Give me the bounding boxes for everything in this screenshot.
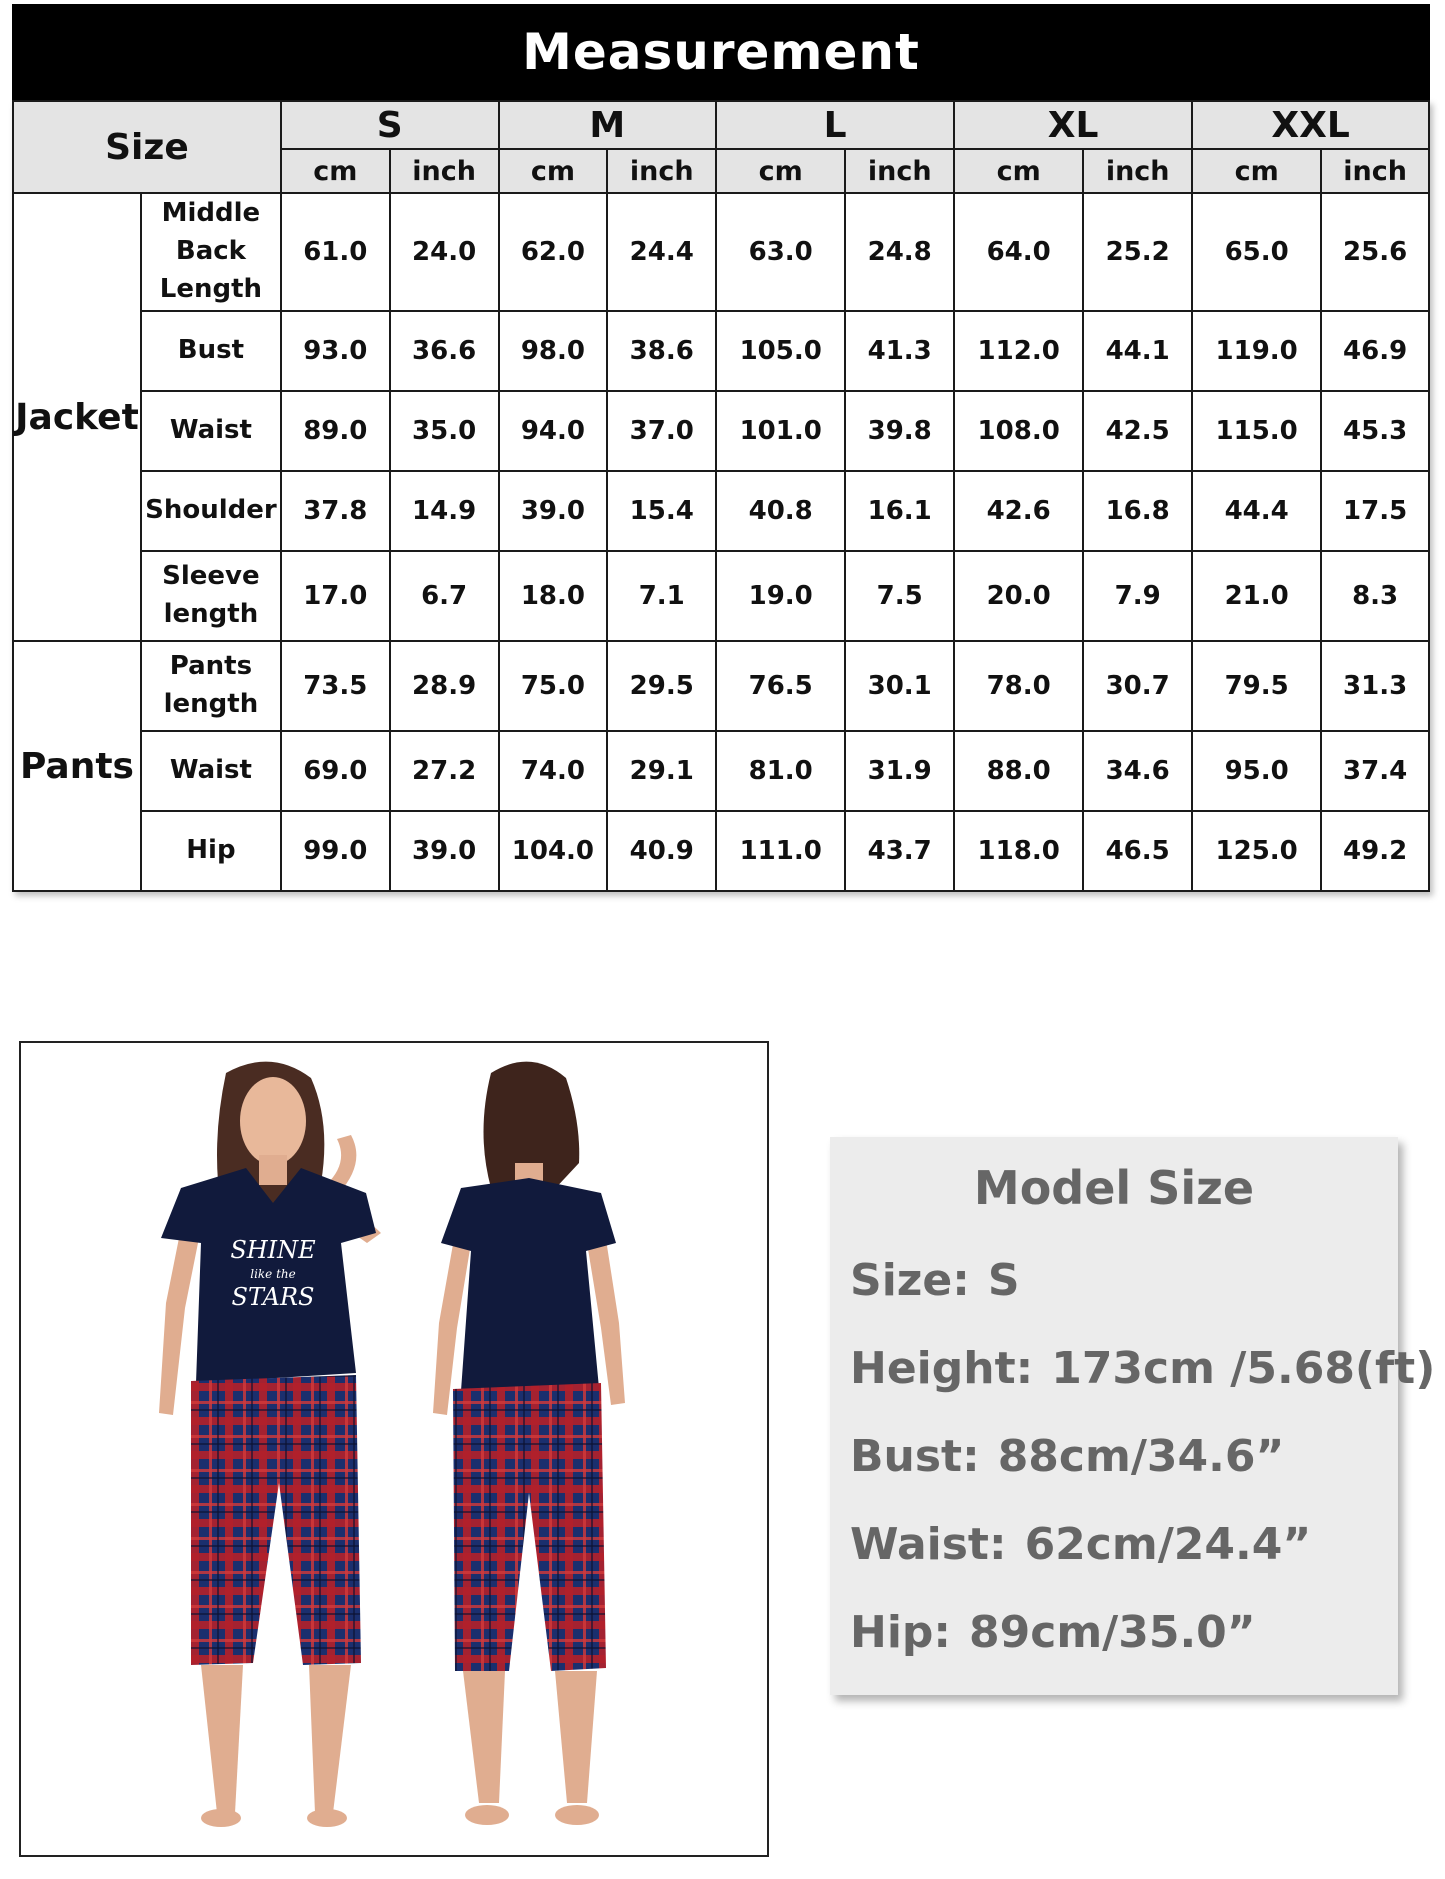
measure-label-line: Middle — [161, 198, 261, 229]
measure-label — [141, 193, 281, 311]
table-cell: 46.9 — [1321, 311, 1429, 391]
measure-label-line: Bust — [177, 335, 245, 366]
model-size-card — [830, 1137, 1436, 1695]
size-header-s: S — [281, 101, 499, 149]
table-cell: 63.0 — [716, 193, 845, 311]
table-cell: 15.4 — [607, 471, 716, 551]
table-cell: 41.3 — [845, 311, 954, 391]
table-cell: 125.0 — [1192, 811, 1321, 891]
table-cell: 16.8 — [1083, 471, 1192, 551]
model-height-value: 173cm /5.68(ft) — [1051, 1343, 1436, 1394]
table-cell: 74.0 — [499, 731, 608, 811]
model-height-label: Height: — [850, 1343, 1034, 1394]
table-cell: 78.0 — [954, 641, 1083, 731]
unit-header-cm: cm — [954, 149, 1083, 193]
table-cell: 16.1 — [845, 471, 954, 551]
table-cell: 29.5 — [607, 641, 716, 731]
table-cell: 62.0 — [499, 193, 608, 311]
table-cell: 31.3 — [1321, 641, 1429, 731]
table-cell: 81.0 — [716, 731, 845, 811]
model-hip-label: Hip: — [850, 1607, 951, 1658]
table-cell: 115.0 — [1192, 391, 1321, 471]
measure-label-line: Back — [175, 236, 246, 267]
measure-label — [141, 551, 281, 641]
table-cell: 37.0 — [607, 391, 716, 471]
model-size-label: Size: — [850, 1255, 970, 1306]
front-model — [159, 1062, 381, 1827]
table-row — [13, 311, 1429, 391]
model-size-row-waist — [850, 1501, 1398, 1589]
table-cell: 19.0 — [716, 551, 845, 641]
table-cell: 31.9 — [845, 731, 954, 811]
table-row — [13, 391, 1429, 471]
table-cell: 89.0 — [281, 391, 390, 471]
measure-label-line: length — [163, 599, 259, 629]
measure-label-line: Shoulder — [145, 495, 277, 526]
unit-header-inch: inch — [607, 149, 716, 193]
section-label-pants: Pants — [13, 641, 141, 891]
table-cell: 65.0 — [1192, 193, 1321, 311]
table-cell: 8.3 — [1321, 551, 1429, 641]
model-size-title: Model Size — [973, 1161, 1255, 1215]
table-cell: 38.6 — [607, 311, 716, 391]
table-cell: 104.0 — [499, 811, 608, 891]
table-row — [13, 731, 1429, 811]
table-cell: 98.0 — [499, 311, 608, 391]
table-cell: 73.5 — [281, 641, 390, 731]
table-cell: 25.6 — [1321, 193, 1429, 311]
unit-header-inch: inch — [1321, 149, 1429, 193]
chart-title: Measurement — [12, 4, 1430, 100]
shirt-print-top: SHINE — [230, 1236, 316, 1264]
table-cell: 24.4 — [607, 193, 716, 311]
table-cell: 44.4 — [1192, 471, 1321, 551]
table-cell: 24.0 — [390, 193, 499, 311]
table-cell: 119.0 — [1192, 311, 1321, 391]
size-header-xl: XL — [954, 101, 1192, 149]
table-cell: 35.0 — [390, 391, 499, 471]
section-label-jacket: Jacket — [13, 193, 141, 641]
measure-label-line: length — [163, 689, 259, 719]
model-size-value: S — [987, 1255, 1020, 1306]
table-cell: 42.5 — [1083, 391, 1192, 471]
table-cell: 79.5 — [1192, 641, 1321, 731]
measure-label — [141, 641, 281, 731]
model-photo — [19, 1041, 769, 1857]
table-cell: 7.9 — [1083, 551, 1192, 641]
table-cell: 112.0 — [954, 311, 1083, 391]
table-cell: 49.2 — [1321, 811, 1429, 891]
table-cell: 43.7 — [845, 811, 954, 891]
model-bust-label: Bust: — [850, 1431, 980, 1482]
table-cell: 20.0 — [954, 551, 1083, 641]
unit-header-cm: cm — [499, 149, 608, 193]
table-cell: 25.2 — [1083, 193, 1192, 311]
measure-label-line: Pants — [169, 651, 253, 682]
measure-label-line: Waist — [169, 755, 252, 786]
table-cell: 46.5 — [1083, 811, 1192, 891]
table-cell: 118.0 — [954, 811, 1083, 891]
model-waist-value: 62cm/24.4” — [1024, 1519, 1312, 1570]
table-cell: 105.0 — [716, 311, 845, 391]
measure-label-line: Hip — [186, 835, 236, 866]
unit-header-cm: cm — [281, 149, 390, 193]
model-size-row-bust — [850, 1413, 1398, 1501]
table-cell: 29.1 — [607, 731, 716, 811]
table-cell: 14.9 — [390, 471, 499, 551]
measure-label — [141, 731, 281, 811]
table-cell: 39.8 — [845, 391, 954, 471]
table-cell: 24.8 — [845, 193, 954, 311]
table-cell: 39.0 — [499, 471, 608, 551]
shirt-print-bottom: STARS — [231, 1283, 315, 1311]
measure-label-line: Sleeve — [162, 561, 260, 592]
table-cell: 18.0 — [499, 551, 608, 641]
unit-header-cm: cm — [1192, 149, 1321, 193]
table-cell: 34.6 — [1083, 731, 1192, 811]
table-cell: 28.9 — [390, 641, 499, 731]
table-cell: 101.0 — [716, 391, 845, 471]
table-row — [13, 193, 1429, 311]
shirt-print-mid: like the — [250, 1267, 296, 1281]
table-cell: 40.8 — [716, 471, 845, 551]
size-table — [12, 100, 1430, 892]
table-cell: 17.5 — [1321, 471, 1429, 551]
table-cell: 76.5 — [716, 641, 845, 731]
model-bust-value: 88cm/34.6” — [997, 1431, 1285, 1482]
table-cell: 95.0 — [1192, 731, 1321, 811]
table-cell: 93.0 — [281, 311, 390, 391]
model-waist-label: Waist: — [850, 1519, 1007, 1570]
unit-header-inch: inch — [845, 149, 954, 193]
table-cell: 40.9 — [607, 811, 716, 891]
table-cell: 7.1 — [607, 551, 716, 641]
table-body — [13, 193, 1429, 891]
back-model — [433, 1062, 625, 1825]
table-cell: 36.6 — [390, 311, 499, 391]
measure-label-line: Length — [159, 273, 263, 304]
measure-label — [141, 811, 281, 891]
unit-header-inch: inch — [390, 149, 499, 193]
table-cell: 99.0 — [281, 811, 390, 891]
unit-header-inch: inch — [1083, 149, 1192, 193]
table-row — [13, 641, 1429, 731]
size-header-xxl: XXL — [1192, 101, 1429, 149]
table-cell: 7.5 — [845, 551, 954, 641]
model-hip-value: 89cm/35.0” — [969, 1607, 1256, 1658]
table-cell: 61.0 — [281, 193, 390, 311]
table-cell: 64.0 — [954, 193, 1083, 311]
table-cell: 6.7 — [390, 551, 499, 641]
measure-label — [141, 311, 281, 391]
table-cell: 88.0 — [954, 731, 1083, 811]
measure-label — [141, 391, 281, 471]
model-size-row-height — [850, 1325, 1436, 1413]
measure-label — [141, 471, 281, 551]
table-cell: 39.0 — [390, 811, 499, 891]
table-cell: 69.0 — [281, 731, 390, 811]
table-cell: 44.1 — [1083, 311, 1192, 391]
size-header-m: M — [499, 101, 717, 149]
measure-label-line: Waist — [169, 415, 252, 446]
table-cell: 37.8 — [281, 471, 390, 551]
table-cell: 27.2 — [390, 731, 499, 811]
table-cell: 45.3 — [1321, 391, 1429, 471]
table-cell: 111.0 — [716, 811, 845, 891]
table-cell: 42.6 — [954, 471, 1083, 551]
table-cell: 30.1 — [845, 641, 954, 731]
table-row — [13, 811, 1429, 891]
table-row — [13, 471, 1429, 551]
table-cell: 108.0 — [954, 391, 1083, 471]
table-cell: 75.0 — [499, 641, 608, 731]
unit-header-cm: cm — [716, 149, 845, 193]
size-header: Size — [13, 101, 281, 193]
size-chart — [12, 4, 1430, 892]
table-cell: 17.0 — [281, 551, 390, 641]
model-illustration — [21, 1043, 767, 1855]
table-cell: 37.4 — [1321, 731, 1429, 811]
table-cell: 94.0 — [499, 391, 608, 471]
size-header-l: L — [716, 101, 954, 149]
model-size-row-hip — [850, 1589, 1398, 1677]
table-cell: 21.0 — [1192, 551, 1321, 641]
model-size-row-size — [850, 1237, 1398, 1325]
table-row — [13, 551, 1429, 641]
table-cell: 30.7 — [1083, 641, 1192, 731]
